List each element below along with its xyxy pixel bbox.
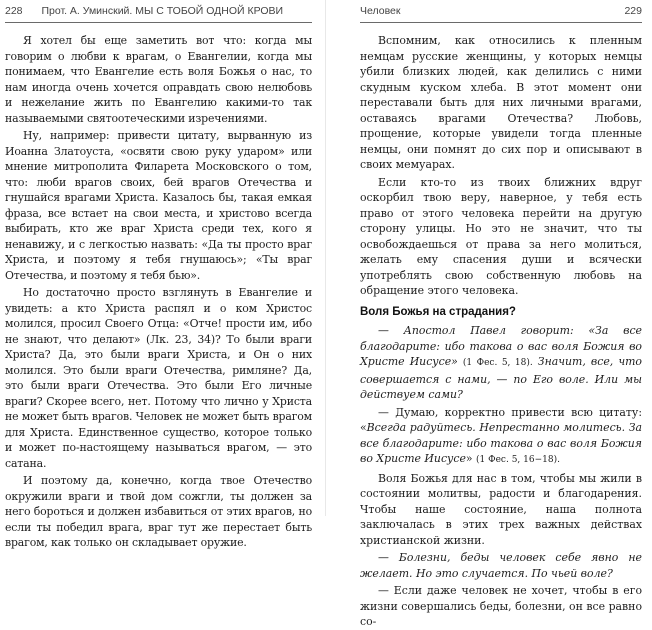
scripture-reference: (1 Фес. 5, 16−18). [476,455,560,465]
answer-paragraph: — Если даже человек не хочет, чтобы в его жизни совершались беды, болезни, он все равно со- [360,584,642,628]
paragraph: Вспомним, как относились к пленным немцам русские женщины, у которых немцы убили близких людей, как делились с ними скудным куском хлеба. В этот момент они переставали быть для них личными врагами, оставаясь врагами Отечества? Любовь, прощение, которые увидели тогда пленные немцы, они помнят до сих пор и описывают в своих мемуарах. [360,34,642,171]
paragraph: Ну, например: привести цитату, вырванную из Иоанна Златоуста, «освяти свою руку ударом» или мнение митрополита Филарета Московского о том, что: люби врагов своих, бей врагов Отечества и гнушайся врагами Христа. Казалось бы, такая емкая фраза, все встает на свои места, и христово всегда выбирать, кто же враг Христа среди тех, кого я ненавижу, и с легкостью назвать: «Да ты просто враг Христа, и поэтому я тебя гнушаюсь»; «Ты враг Отечества, и поэтому я тебя бью». [5,129,312,282]
question-text: Значит, все, что совершается с нами, — по Его воле. Или мы действуем сами? [360,355,642,401]
paragraph: Но достаточно просто взглянуть в Евангелие и увидеть: а кто Христа распял и о ком Христос молился, просил Своего Отца: «Отче! прости им, ибо не знают, что делают» (Лк. 23, 34)? То были враги Христа? Да, это были враги Христа, и Он о них молился. Это были враги Отечества, римляне? Да, это были враги Отечества. Это были Его личные враги? Скорее всего, нет. Потому что лично у Христа не может быть врагов. Человек не может быть врагом для Христа. Единственное существо, которое только и может по-настоящему называться врагом, — это сатана. [5,286,312,470]
question-paragraph [360,550,642,581]
answer-paragraph: — Думаю, корректно привести всю цитату: «Всегда радуйтесь. Непрестанно молитесь. За все благодарите: ибо такова о вас воля Божия во Христе Иисусе» (1 Фес. 5, 16−18). [360,405,642,465]
paragraph: И поэтому да, конечно, когда твое Отечество окружили враги и твой дом сожгли, ты должен за него бороться и должен избавиться от этих врагов, но если ты победил врага, враг тут же перестает быть врагом, как только он складывает оружие. [5,474,312,549]
paragraph: Если кто-то из твоих ближних вдруг оскорбил твою веру, наверное, у тебя есть право от этого человека перейти на другую сторону улицы. Но это не значит, что ты освобождаешься от права за него молиться, желать ему спасения души и всячески употреблять свою собственную любовь на обращение этого человека. [360,175,642,297]
page-number: 228 [5,5,23,17]
paragraph: Я хотел бы еще заметить вот что: когда мы говорим о любви к врагам, о Евангелии, когда мы понимаем, что Евангелие есть воля Божья о нас, то нам иногда очень хочется оправдать свою нелюбовь и нежелание жить по Евангелию какими-то так называемыми святоотеческими изречениями. [5,34,312,125]
answer-text: — Думаю, корректно привести всю цитату: « [360,405,642,434]
question-paragraph [360,323,642,403]
header-group [5,5,283,17]
left-page [0,0,326,549]
question-text: — Апостол Павел говорит: «За все благодарите: ибо такова о вас воля Божия во Христе Иисусе» [360,324,642,368]
section-heading: Воля Божья на страдания? [360,305,516,318]
running-head: Человек [360,5,401,17]
left-page-header [5,0,312,23]
paragraph: Воля Божья для нас в том, чтобы мы жили в состоянии молитвы, радости и благодарения. Чтобы наше состояние, наша полнота заключалась в этих трех важных действах христианской жизни. [360,471,642,547]
right-page-header [360,0,642,23]
left-page-body [5,33,312,551]
right-page-body [360,33,642,630]
running-head: Прот. А. Уминский. МЫ С ТОБОЙ ОДНОЙ КРОВИ [41,5,284,17]
scripture-reference: (1 Фес. 5, 18). [462,358,533,368]
quote-text: Всегда радуйтесь. Непрестанно молитесь. За все благодарите: ибо такова о вас воля Божия во Христе Иисусе [360,421,642,465]
question-text: — Болезни, беды человек себе явно не желает. Но это случается. По чьей воле? [360,551,642,580]
page-number: 229 [624,5,642,17]
right-page [326,0,652,628]
